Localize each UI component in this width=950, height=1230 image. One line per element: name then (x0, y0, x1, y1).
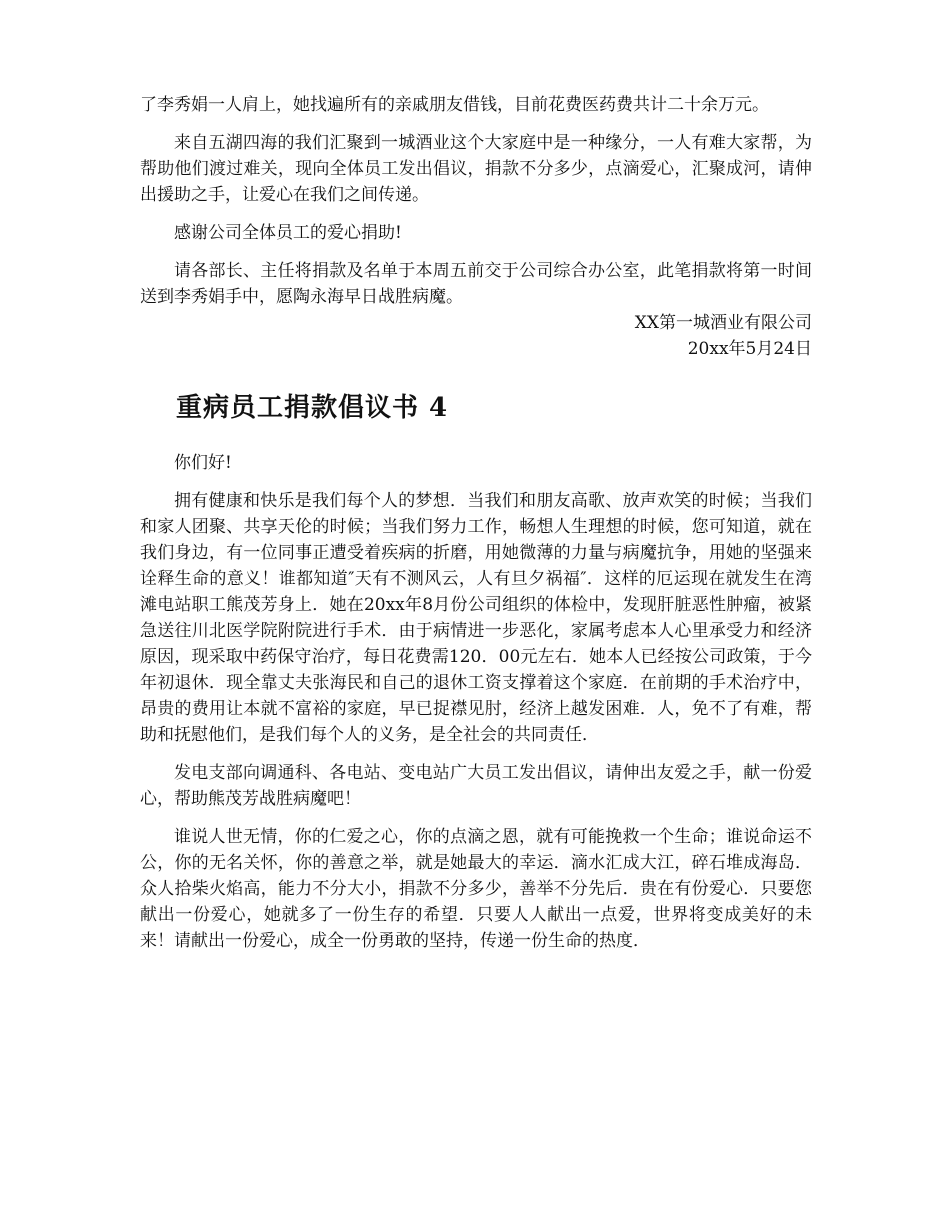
paragraph-appeal: 谁说人世无情，你的仁爱之心，你的点滴之恩，就有可能挽救一个生命；谁说命运不公，你的无名关怀，你的善意之举，就是她最大的幸运．滴水汇成大江，碎石堆成海岛．众人拾柴火焰高，能力不分大小，捐款不分多少，善举不分先后．贵在有份爱心．只要您献出一份爱心，她就多了一份生存的希望．只要人人献出一点爱，世界将变成美好的未来！请献出一份爱心，成全一份勇敢的坚持，传递一份生命的热度． (140, 827, 812, 951)
paragraph-instructions: 请各部长、主任将捐款及名单于本周五前交于公司综合办公室，此笔捐款将第一时间送到李秀娟手中，愿陶永海早日战胜病魔。 (140, 261, 812, 307)
signature-company: XX第一城酒业有限公司 (634, 313, 812, 333)
document-page (140, 92, 812, 954)
paragraph-initiative: 发电支部向调通科、各电站、变电站广大员工发出倡议，请伸出友爱之手，献一份爱心，帮助熊茂芳战胜病魔吧！ (140, 763, 812, 809)
paragraph-continued: 了李秀娟一人肩上，她找遍所有的亲戚朋友借钱，目前花费医药费共计二十余万元。 (140, 95, 769, 115)
paragraph-call-to-donate: 来自五湖四海的我们汇聚到一城酒业这个大家庭中是一种缘分，一人有难大家帮，为帮助他们渡过难关，现向全体员工发出倡议，捐款不分多少，点滴爱心，汇聚成河，请伸出援助之手，让爱心在我们之间传递。 (140, 133, 812, 205)
greeting: 你们好! (174, 453, 232, 473)
paragraph-story: 拥有健康和快乐是我们每个人的梦想．当我们和朋友高歌、放声欢笑的时候；当我们和家人团聚、共享天伦的时候；当我们努力工作，畅想人生理想的时候，您可知道，就在我们身边，有一位同事正遭受着疾病的折磨，用她微薄的力量与病魔抗争，用她的坚强来诠释生命的意义！谁都知道″天有不测风云，人有旦夕祸福″．这样的厄运现在就发生在湾滩电站职工熊茂芳身上．她在20xx年8月份公司组织的体检中，发现肝脏恶性肿瘤，被紧急送往川北医学院附院进行手术．由于病情进一步恶化，家属考虑本人心里承受力和经济原因，现采取中药保守治疗，每日花费需120．00元左右．她本人已经按公司政策，于今年初退休．现全靠丈夫张海民和自己的退休工资支撑着这个家庭．在前期的手术治疗中，昂贵的费用让本就不富裕的家庭，早已捉襟见肘，经济上越发困难．人，免不了有难，帮助和抚慰他们，是我们每个人的义务，是全社会的共同责任． (140, 491, 812, 745)
section-title: 重病员工捐款倡议书 4 (176, 393, 449, 423)
signature-date: 20xx年5月24日 (687, 339, 812, 359)
paragraph-thanks: 感谢公司全体员工的爱心捐助! (174, 223, 402, 243)
